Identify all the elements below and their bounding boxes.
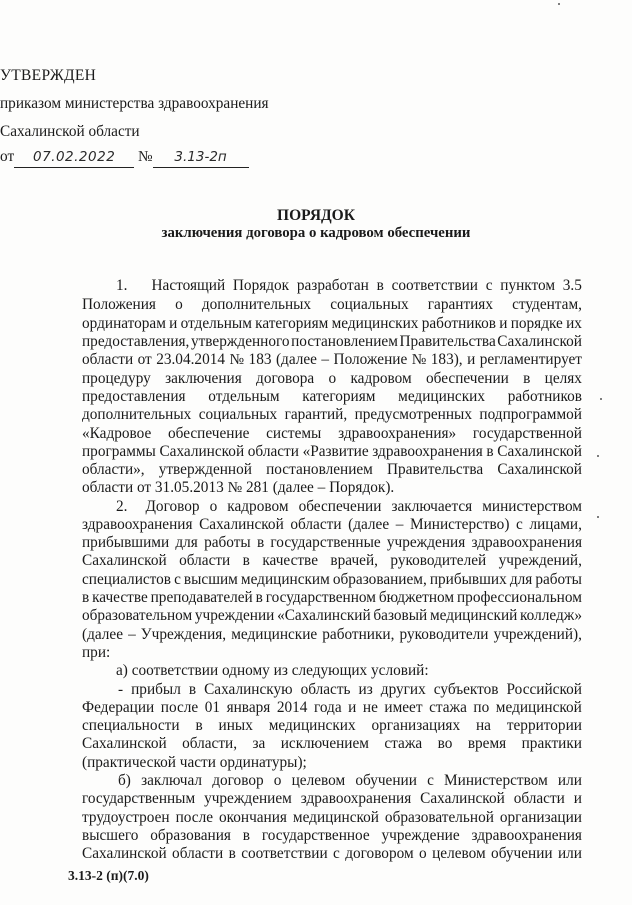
text-line (82, 369, 582, 388)
word: Сахалинской (159, 443, 245, 460)
word: Правительства (386, 461, 484, 478)
word: в (228, 845, 236, 862)
word: прибывшими (82, 534, 170, 551)
word: качестве (262, 552, 318, 569)
word: области (82, 351, 134, 368)
word: учреждение (381, 827, 460, 844)
word: области (172, 845, 224, 862)
word: предоставления, (82, 333, 190, 350)
word: в (256, 534, 265, 551)
word: Сахалинской (420, 790, 505, 807)
text-line (82, 387, 582, 406)
text-line (145, 497, 582, 516)
word: обучении (355, 772, 417, 789)
line-text (82, 424, 582, 443)
word: системы (266, 425, 322, 442)
word: учреждением (204, 790, 292, 807)
word: за (252, 735, 266, 752)
word: – (128, 626, 136, 643)
word: года (313, 699, 342, 716)
word: обеспечении (426, 370, 509, 387)
word: области, (182, 735, 238, 752)
text-line (82, 606, 582, 625)
text-line (118, 680, 582, 699)
line-text (82, 570, 582, 589)
word: и (348, 699, 357, 716)
text-line-last: при: (82, 644, 111, 661)
document-subtitle: заключения договора о кадровом обеспечении (161, 225, 471, 241)
word: Настоящий (151, 277, 226, 294)
line-text (82, 460, 582, 479)
word: работников (507, 388, 582, 405)
word: субъектов (433, 681, 499, 698)
line-text (82, 295, 582, 314)
approved-heading: УТВЕРЖДЕН (0, 67, 97, 84)
word: о (175, 296, 183, 313)
word: государственное (261, 827, 370, 844)
line-text (118, 680, 582, 699)
word: в (242, 827, 251, 844)
word: о (273, 772, 282, 789)
word: образования (150, 827, 231, 844)
text-line (118, 771, 582, 790)
paragraph-number: 1. (116, 277, 128, 294)
word: в (242, 552, 250, 569)
word: 183 (248, 351, 272, 368)
word: профессиональном (456, 589, 582, 606)
line-text (82, 405, 582, 424)
paragraph-1-line-1 (116, 276, 582, 295)
word: постановлением (291, 333, 398, 350)
word: Договор (145, 498, 200, 515)
word: области», (82, 461, 145, 478)
word: время (467, 735, 507, 752)
paragraph-2-line-1 (116, 497, 582, 516)
word: образованием, (332, 571, 427, 588)
text-line (82, 588, 582, 607)
word: заключается (391, 498, 473, 515)
line-text (118, 771, 582, 790)
word: практики (521, 735, 582, 752)
word: целевом (432, 845, 486, 862)
number-label: № (137, 148, 153, 165)
word: качестве (92, 589, 148, 606)
word: порядке (510, 315, 563, 332)
word: «Кадровое (82, 425, 152, 442)
word: отдельным (180, 315, 252, 332)
word: министерством (482, 498, 582, 515)
word: гарантиях (427, 296, 493, 313)
word: Сахалинской (82, 552, 167, 569)
word: имеет (384, 699, 423, 716)
text-line (82, 716, 582, 735)
word: договором (345, 845, 414, 862)
word: заключения (165, 370, 242, 387)
word: студентам, (512, 296, 582, 313)
word: предоставления (82, 388, 186, 405)
word: Федерации (82, 699, 155, 716)
word: предусмотренных (354, 406, 472, 423)
word: во (437, 735, 453, 752)
word: заключал (141, 772, 203, 789)
word: после (175, 809, 213, 826)
word: территории (506, 717, 582, 734)
word: и (169, 315, 178, 332)
line-text (82, 808, 582, 827)
word: (далее (275, 351, 317, 368)
word: и (499, 315, 508, 332)
line-text (82, 588, 582, 607)
word: в (82, 589, 90, 606)
word: в (523, 370, 531, 387)
line-text (82, 551, 582, 570)
word: работников (421, 315, 496, 332)
word: высшего (82, 827, 139, 844)
word: утвержденной (158, 461, 252, 478)
word: категориям (302, 388, 376, 405)
word: для (175, 534, 198, 551)
line-text (82, 716, 582, 735)
word: № (411, 351, 427, 368)
word: 2014 (276, 699, 308, 716)
word: медицинских (398, 388, 485, 405)
word: 01 (204, 699, 221, 716)
line-text (82, 369, 582, 388)
word: с (427, 772, 434, 789)
text-line (151, 276, 582, 295)
word: окончания (218, 809, 287, 826)
subpoint-a-heading: а) соответствии одному из следующих условий: (116, 662, 429, 679)
decree-date-number (0, 147, 249, 168)
word: процедуру (82, 370, 151, 387)
word: медицинской (495, 699, 582, 716)
text-line (82, 789, 582, 808)
text-line (82, 424, 582, 443)
word: категориям (255, 315, 329, 332)
word: б) (118, 772, 131, 789)
word: или (557, 845, 582, 862)
text-line (82, 826, 582, 845)
line-text (82, 332, 582, 351)
word: с (333, 845, 340, 862)
word: стажа (429, 699, 467, 716)
word: от (137, 351, 152, 368)
word: других (380, 681, 426, 698)
scan-speck (558, 3, 560, 5)
word: социальных (330, 296, 409, 313)
word: образовательном (82, 607, 193, 624)
word: подпрограммой (479, 406, 582, 423)
text-line (82, 350, 582, 369)
word: Сахалинской (82, 845, 167, 862)
word: «Сахалинский (277, 607, 371, 624)
word: государственные (270, 534, 381, 551)
word: медицинской (292, 809, 379, 826)
word: программы (82, 443, 156, 460)
word: целевом (291, 772, 346, 789)
text-line (82, 808, 582, 827)
word: социальных (198, 406, 278, 423)
word: - (118, 681, 124, 698)
word: Сахалинской (199, 516, 284, 533)
word: базовый (373, 607, 428, 624)
word: обеспечение (167, 425, 250, 442)
word: государственном (265, 589, 376, 606)
word: государственной (472, 425, 582, 442)
word: специалистов (82, 571, 172, 588)
line-text (82, 387, 582, 406)
word: колледж» (520, 607, 582, 624)
word: (далее (348, 516, 390, 533)
word: договора (256, 370, 315, 387)
word: область (300, 681, 351, 698)
decree-line: приказом министерства здравоохранения (0, 95, 269, 112)
line-text (82, 826, 582, 845)
word: ординаторам (82, 315, 166, 332)
word: медицинским (240, 571, 330, 588)
word: работники, (322, 626, 395, 643)
word: кадровом (227, 498, 289, 515)
text-line (82, 698, 582, 717)
word: здравоохранения (471, 534, 582, 551)
word: Правительства (399, 333, 496, 350)
scan-speck (597, 455, 599, 457)
word: учреждений), (493, 626, 582, 643)
word: учреждений, (498, 552, 582, 569)
footer-form-code: 3.13-2 (п)(7.0) (68, 868, 149, 883)
text-line (82, 570, 582, 589)
text-line (82, 734, 582, 753)
word: специальности (82, 717, 180, 734)
word: о (209, 498, 218, 515)
word: дополнительных (201, 296, 312, 313)
text-line-last: области от 31.05.2013 № 281 (далее – Порядок). (82, 479, 395, 496)
word: руководителей (390, 552, 487, 569)
word: здравоохранения (82, 516, 193, 533)
word: по (473, 699, 490, 716)
word: договор (212, 772, 264, 789)
word: иных (218, 717, 253, 734)
line-text (82, 442, 582, 461)
text-line (82, 405, 582, 424)
word: лицами, (529, 516, 582, 533)
word: кадровом (350, 370, 412, 387)
word: государственным (82, 790, 196, 807)
word: на (475, 717, 491, 734)
word: соответствии (391, 277, 478, 294)
word: Сахалинской (82, 735, 167, 752)
word: пунктом (500, 277, 556, 294)
word: здравоохранения» (338, 425, 457, 442)
word: в (255, 589, 263, 606)
text-line (82, 314, 582, 333)
word: области (290, 516, 342, 533)
word: для (509, 571, 533, 588)
word: гарантий, (284, 406, 348, 423)
word: постановлением (266, 461, 373, 478)
word: и (467, 351, 476, 368)
word: руководители (399, 626, 489, 643)
text-line (82, 625, 582, 644)
text-line-last: (практической части ординатуры); (82, 754, 307, 771)
from-label: от (0, 148, 15, 165)
word: здравоохранения (300, 790, 412, 807)
word: прибывших (429, 571, 507, 588)
text-line (82, 551, 582, 570)
word: медицинские (231, 626, 318, 643)
handwritten-number: 3.13-2п (153, 148, 249, 168)
word: «Развитие (302, 443, 369, 460)
word: Министерство) (410, 516, 510, 533)
word: отдельным (208, 388, 280, 405)
word: Российской (506, 681, 582, 698)
word: о (328, 370, 337, 387)
word: в (188, 681, 197, 698)
line-text (82, 698, 582, 717)
word: разработан (296, 277, 369, 294)
word: Положения (82, 296, 156, 313)
word: Министерством (444, 772, 548, 789)
word: целях (544, 370, 582, 387)
word: врачей, (330, 552, 378, 569)
word: преподавателей (150, 589, 253, 606)
line-text (82, 350, 582, 369)
word: 183), (430, 351, 463, 368)
word: с (485, 277, 493, 294)
word: Порядок (232, 277, 290, 294)
word: в (195, 717, 203, 734)
word: обучении (491, 845, 553, 862)
word: области (247, 443, 299, 460)
word: утвержденного (190, 333, 290, 350)
word: здравоохранения (471, 827, 582, 844)
document-title: ПОРЯДОК (277, 207, 355, 224)
word: дополнительных (82, 406, 192, 423)
word: 23.04.2014 (156, 351, 226, 368)
word: Сахалинской (497, 443, 582, 460)
word: учреждения (386, 534, 466, 551)
word: Сахалинскую (204, 681, 293, 698)
word: о (419, 845, 427, 862)
line-text (82, 533, 582, 552)
word: здравоохранения (372, 443, 483, 460)
line-text (82, 515, 582, 534)
word: исключением (280, 735, 369, 752)
decree-region: Сахалинской области (0, 123, 140, 140)
word: работы (535, 571, 582, 588)
word: или (557, 772, 582, 789)
word: Сахалинской (497, 461, 582, 478)
word: прибыл (131, 681, 181, 698)
word: соответствии (241, 845, 328, 862)
word: после (160, 699, 199, 716)
scan-speck (597, 516, 599, 518)
text-line (82, 442, 582, 461)
line-text (82, 789, 582, 808)
line-text (82, 606, 582, 625)
scan-speck (600, 398, 602, 400)
word: высшим (183, 571, 238, 588)
word: бюджетном (378, 589, 455, 606)
text-line (82, 295, 582, 314)
word: 3.5 (562, 277, 582, 294)
word: обеспечении (298, 498, 382, 515)
word: не (362, 699, 378, 716)
word: их (566, 315, 582, 332)
word: с (174, 571, 181, 588)
handwritten-date: 07.02.2022 (14, 148, 134, 168)
text-line (82, 515, 582, 534)
paragraph-number: 2. (116, 498, 128, 515)
word: стажа (384, 735, 423, 752)
word: – (321, 351, 330, 368)
word: – (395, 516, 404, 533)
word: медицинских (331, 315, 419, 332)
word: № (229, 351, 245, 368)
word: января (226, 699, 271, 716)
text-line (82, 460, 582, 479)
word: области (513, 790, 565, 807)
word: Сахалинской (497, 333, 582, 350)
word: образовательной (384, 809, 494, 826)
word: медицинских (268, 717, 356, 734)
word: Положение (333, 351, 408, 368)
word: Учреждения, (140, 626, 227, 643)
line-text (82, 314, 582, 333)
word: работы (204, 534, 251, 551)
text-line (82, 533, 582, 552)
word: организациях (371, 717, 461, 734)
text-line (82, 332, 582, 351)
word: учреждении (194, 607, 275, 624)
word: медицинский (429, 607, 518, 624)
word: (далее (82, 626, 124, 643)
word: области (179, 552, 231, 569)
word: с (516, 516, 523, 533)
line-text (82, 734, 582, 753)
word: трудоустроен (82, 809, 170, 826)
line-text (82, 625, 582, 644)
word: в (376, 277, 384, 294)
text-line (82, 844, 582, 863)
word: организации (499, 809, 582, 826)
word: из (358, 681, 373, 698)
line-text (82, 844, 582, 863)
word: регламентирует (479, 351, 582, 368)
word: и (573, 790, 582, 807)
word: в (486, 443, 494, 460)
